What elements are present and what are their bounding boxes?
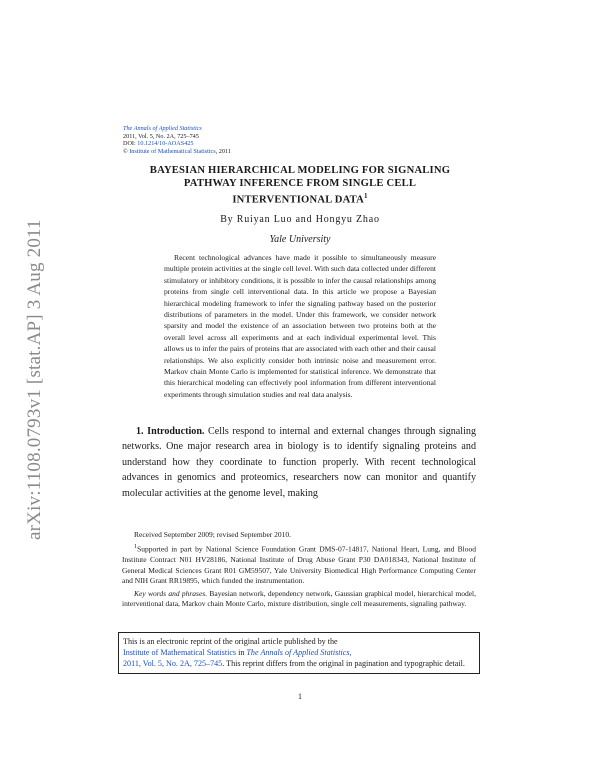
support-footnote: $^1$Supported in part by National Science Foundation Grant DMS-07-14817, National Heart, Lung, and Blood Institute Contract N01 HV28186, National Institute of Drug Abuse Grant P30 DA018343, National Institute of General Medical Sciences Grant R01 GM59507, Yale University Biomedical High Performance Computing Center and NIH Grant RR19895, which funded the instrumentation. <box>122 543 476 586</box>
received-note: Received September 2009; revised September 2010. <box>134 530 292 539</box>
journal-doi: DOI: 10.1214/10-AOAS425 <box>123 140 194 148</box>
journal-volume: 2011, Vol. 5, No. 2A, 725–745 <box>123 132 199 140</box>
page-number: 1 <box>298 692 302 701</box>
section-number: 1. <box>136 426 144 437</box>
introduction-text: Cells respond to internal and external changes through signaling networks. One major research area in biology is to identify signaling proteins and understand how they coordinate to function properly. With recent technological advances in genomics and proteomics, researchers now can monitor and quantify molecular activities at the genome level, making <box>122 426 476 499</box>
keywords: Key words and phrases. Bayesian network, dependency network, Gaussian graphical model, hierarchical model, interventional data, Markov chain Monte Carlo, mixture distribution, single cell measurements, signaling pathway. <box>122 588 476 608</box>
journal-copyright: © Institute of Mathematical Statistics, 2011 <box>123 147 231 155</box>
reprint-ims-link[interactable]: Institute of Mathematical Statistics <box>123 648 237 658</box>
reprint-journal-link[interactable]: The Annals of Applied Statistics <box>246 648 350 658</box>
abstract <box>164 252 436 400</box>
title-footnote-mark: 1 <box>363 192 368 201</box>
authors: By Ruiyan Luo and Hongyu Zhao <box>220 214 380 225</box>
journal-name[interactable]: The Annals of Applied Statistics <box>123 125 202 132</box>
reprint-citation-link[interactable]: 2011, Vol. 5, No. 2A, 725–745 <box>123 659 223 669</box>
ims-link[interactable]: Institute of Mathematical Statistics <box>129 147 216 155</box>
section-heading: Introduction. <box>147 426 205 437</box>
doi-link[interactable]: 10.1214/10-AOAS425 <box>137 140 194 148</box>
paper-title: BAYESIAN HIERARCHICAL MODELING FOR SIGNALING PATHWAY INFERENCE FROM SINGLE CELL INTERVENTIONAL DATA$^1$ <box>149 165 451 206</box>
abstract-text: Recent technological advances have made it possible to simultaneously measure multiple protein activities at the single cell level. With such data collected under different stimulatory or inhibitory conditions, it is possible to infer the causal relationships among proteins from single cell interventional data. In this article we propose a Bayesian hierarchical modeling framework to infer the signaling pathway based on the posterior distributions of parameters in the model. Under this framework, we consider network sparsity and model the existence of an association between two proteins both at the overall level across all experiments and at each individual experimental level. This allows us to infer the pairs of proteins that are associated with each other and their causal relationships. We also explicitly consider both intrinsic noise and measurement error. Markov chain Monte Carlo is implemented for statistical inference. We demonstrate that this hierarchical modeling can effectively pool information from different interventional experiments through simulation studies and real data analysis. <box>164 253 436 399</box>
journal-header <box>123 125 383 155</box>
arxiv-id: arXiv:1108.0793v1 [stat.AP] 3 Aug 2011 <box>24 219 45 540</box>
reprint-notice: This is an electronic reprint of the original article published by the Institute of Mathematical Statistics in The Annals of Applied Statistics, 2011, Vol. 5, No. 2A, 725–745. This reprint differs from the original in pagination and typographic detail. <box>118 632 480 674</box>
introduction-section <box>122 424 476 501</box>
affiliation: Yale University <box>269 234 331 245</box>
footnotes <box>122 530 476 611</box>
